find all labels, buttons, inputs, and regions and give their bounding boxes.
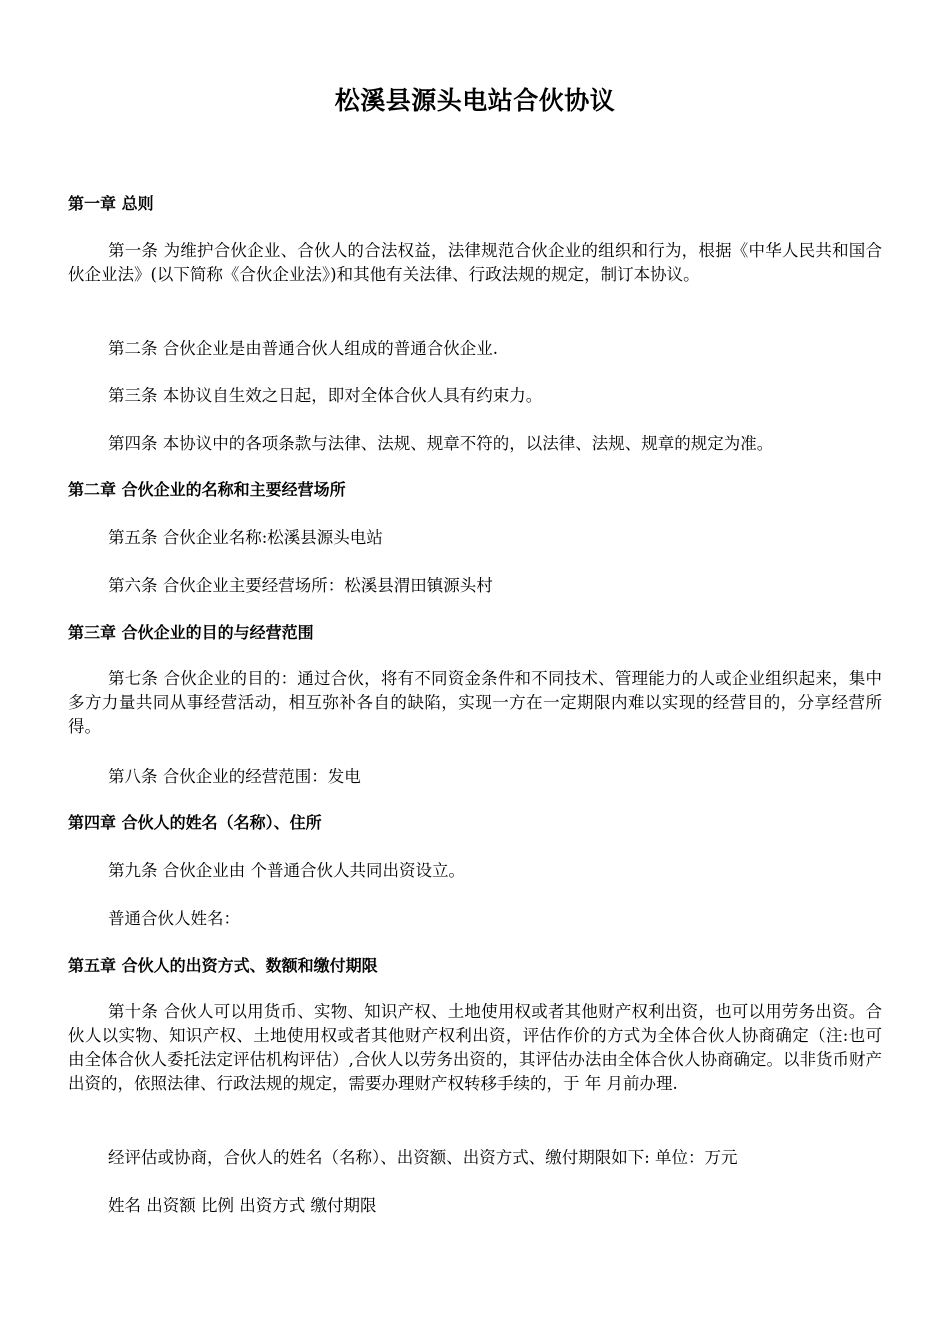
article-5: 第五条 合伙企业名称:松溪县源头电站 — [108, 528, 383, 547]
chapter-4-heading: 第四章 合伙人的姓名（名称）、住所 — [68, 813, 322, 832]
article-1: 第一条 为维护合伙企业、合伙人的合法权益，法律规范合伙企业的组织和行为，根据《中华人民共和国合伙企业法》(以下简称《合伙企业法》)和其他有关法律、行政法规的规定，制订本协议。 — [68, 241, 882, 284]
partner-names-line: 普通合伙人姓名： — [108, 909, 240, 928]
article-7: 第七条 合伙企业的目的：通过合伙，将有不同资金条件和不同技术、管理能力的人或企业组织起来，集中多方力量共同从事经营活动，相互弥补各自的缺陷，实现一方在一定期限内难以实现的经营目的，分享经营所得。 — [68, 669, 882, 736]
article-8: 第八条 合伙企业的经营范围：发电 — [108, 767, 361, 786]
chapter-3-heading: 第三章 合伙企业的目的与经营范围 — [68, 623, 314, 642]
article-2: 第二条 合伙企业是由普通合伙人组成的普通合伙企业. — [108, 339, 498, 358]
article-3: 第三条 本协议自生效之日起，即对全体合伙人具有约束力。 — [108, 386, 543, 405]
contribution-intro: 经评估或协商，合伙人的姓名（名称）、出资额、出资方式、缴付期限如下: 单位：万元 — [108, 1148, 738, 1167]
document-title: 松溪县源头电站合伙协议 — [334, 86, 616, 115]
contribution-table-header: 姓名 出资额 比例 出资方式 缴付期限 — [108, 1196, 377, 1215]
article-10: 第十条 合伙人可以用货币、实物、知识产权、土地使用权或者其他财产权利出资，也可以用劳务出资。合伙人以实物、知识产权、土地使用权或者其他财产权利出资，评估作价的方式为全体合伙人协商确定（注:也可由全体合伙人委托法定评估机构评估）,合伙人以劳务出资的，其评估办法由全体合伙人协商确定。以非货币财产出资的，依照法律、行政法规的规定，需要办理财产权转移手续的，于 年 月前办理. — [68, 1002, 882, 1093]
chapter-1-heading: 第一章 总则 — [68, 194, 154, 213]
article-4: 第四条 本协议中的各项条款与法律、法规、规章不符的，以法律、法规、规章的规定为准。 — [108, 434, 774, 453]
chapter-5-heading: 第五章 合伙人的出资方式、数额和缴付期限 — [68, 956, 378, 975]
article-9: 第九条 合伙企业由 个普通合伙人共同出资设立。 — [108, 861, 465, 880]
chapter-2-heading: 第二章 合伙企业的名称和主要经营场所 — [68, 480, 346, 499]
article-6: 第六条 合伙企业主要经营场所：松溪县渭田镇源头村 — [108, 576, 493, 595]
